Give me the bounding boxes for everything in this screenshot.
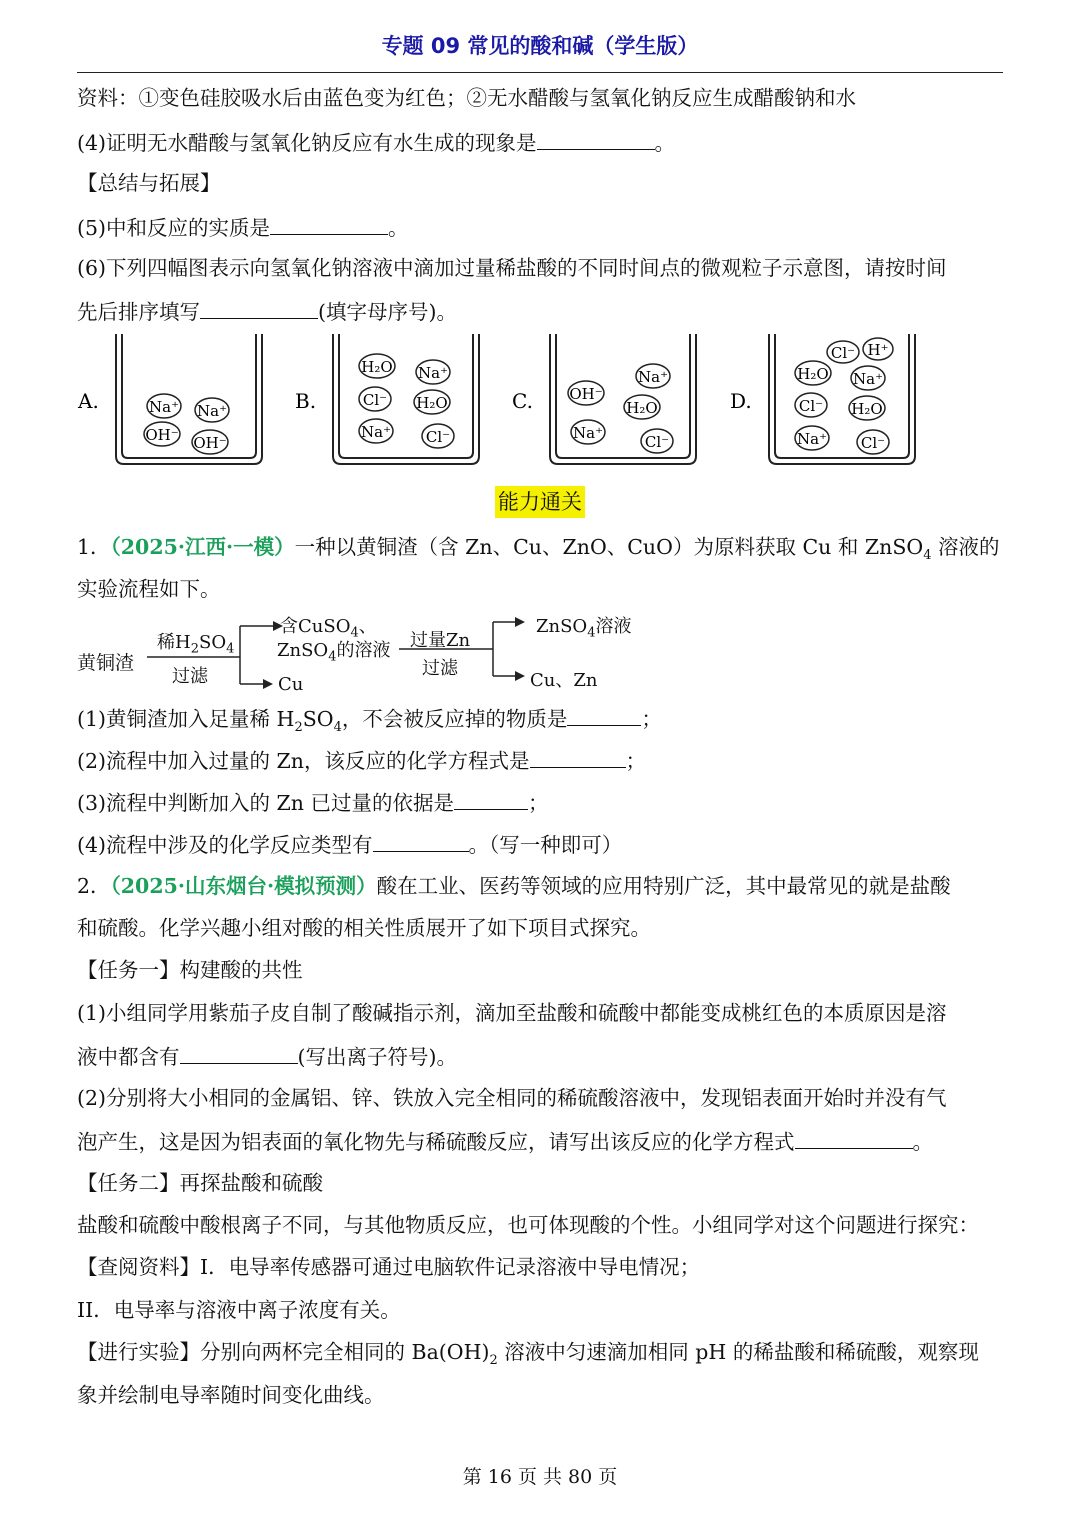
particle	[416, 360, 450, 384]
answer-blank[interactable]	[567, 707, 641, 726]
question-2-stem-line2: 和硫酸。化学兴趣小组对酸的相关性质展开了如下项目式探究。	[77, 916, 651, 940]
question-1-number: 1．	[77, 535, 111, 559]
question-2-part-1-line1: (1)小组同学用紫茄子皮自制了酸碱指示剂，滴加至盐酸和硫酸中都能变成桃红色的本质原因是溶	[77, 1001, 947, 1025]
particle	[827, 341, 859, 363]
question-1-part-2: (2)流程中加入过量的 Zn，该反应的化学方程式是 ；	[77, 749, 647, 773]
svg-text:Cl⁻: Cl⁻	[798, 397, 824, 415]
svg-text:H₂O: H₂O	[361, 358, 393, 376]
svg-text:Cl⁻: Cl⁻	[860, 434, 886, 452]
answer-blank[interactable]	[530, 749, 626, 768]
answer-blank[interactable]	[537, 131, 655, 150]
particle	[195, 398, 229, 422]
svg-text:H⁺: H⁺	[867, 341, 889, 359]
particle	[144, 422, 180, 446]
question-1-source: （2025·江西·一模）	[110, 535, 295, 559]
task-1-heading: 【任务一】构建酸的共性	[77, 958, 303, 982]
flow-diagram	[77, 608, 677, 696]
question-2-stem-line1	[77, 876, 951, 897]
question-6-text: 先后排序填写	[77, 300, 200, 324]
beaker-c-label: C.	[512, 389, 533, 413]
reference-info-1: 【查阅资料】I．电导率传感器可通过电脑软件记录溶液中导电情况；	[77, 1255, 701, 1279]
answer-blank[interactable]	[795, 1130, 913, 1149]
experiment-line2: 象并绘制电导率随时间变化曲线。	[77, 1383, 385, 1407]
particle	[422, 424, 454, 448]
svg-text:H₂O: H₂O	[626, 399, 658, 417]
question-4-text: (4)证明无水醋酸与氢氧化钠反应有水生成的现象是	[77, 131, 537, 155]
particle	[795, 361, 831, 385]
beaker-a	[77, 334, 262, 464]
page-header-title: 专题 09 常见的酸和碱（学生版）	[381, 34, 699, 58]
svg-text:OH⁻: OH⁻	[569, 385, 603, 403]
subscript: 4	[333, 720, 342, 736]
question-1-part-4: (4)流程中涉及的化学反应类型有 。（写一种即可）	[77, 833, 623, 857]
question-2-part-2-line1: (2)分别将大小相同的金属铝、锌、铁放入完全相同的稀硫酸溶液中，发现铝表面开始时并没有气	[77, 1086, 947, 1110]
svg-text:Cl⁻: Cl⁻	[644, 433, 670, 451]
particle	[636, 364, 670, 388]
question-1-stem-end: 溶液的	[931, 535, 1000, 559]
beakers-diagram	[70, 328, 950, 473]
question-1-stem-line1	[77, 537, 1000, 562]
svg-text:OH⁻: OH⁻	[193, 434, 227, 452]
experiment-line1: 【进行实验】分别向两杯完全相同的 $Ba(OH)_2$ 溶液中匀速滴加相同 pH 的稀盐酸和稀硫酸，观察现	[77, 1340, 979, 1369]
svg-text:Cl⁻: Cl⁻	[425, 428, 451, 446]
particle	[641, 429, 673, 453]
svg-text:Na⁺: Na⁺	[418, 364, 448, 382]
flow-operation-2: 过滤	[422, 658, 458, 679]
question-4	[77, 131, 675, 154]
svg-text:Cl⁻: Cl⁻	[362, 391, 388, 409]
question-2-source: （2025·山东烟台·模拟预测）	[110, 874, 377, 898]
beaker-a-label: A.	[78, 389, 99, 413]
question-6-line2	[77, 300, 457, 323]
reference-info-2: II．电导率与溶液中离子浓度有关。	[77, 1298, 401, 1322]
svg-text:Na⁺: Na⁺	[853, 370, 883, 388]
question-1-stem: 一种以黄铜渣（含 Zn、Cu、ZnO、CuO）为原料获取 Cu 和 ZnSO	[294, 535, 924, 559]
particle	[192, 430, 228, 454]
flow-product-1-line2: ZnSO$_4$的溶液	[277, 640, 391, 665]
subscript: 2	[294, 720, 303, 736]
particle	[849, 396, 885, 420]
particle	[568, 381, 604, 405]
task-2-heading: 【任务二】再探盐酸和硫酸	[77, 1171, 323, 1195]
particle	[359, 387, 391, 411]
beaker-c	[512, 334, 696, 464]
particle	[571, 420, 605, 444]
question-2-stem: 酸在工业、医药等领域的应用特别广泛，其中最常见的就是盐酸	[376, 874, 951, 898]
question-1-part-3: (3)流程中判断加入的 Zn 已过量的依据是 ；	[77, 791, 549, 815]
beaker-d	[730, 334, 915, 464]
header-rule	[77, 72, 1003, 73]
particle	[795, 393, 827, 417]
beaker-b	[295, 334, 479, 464]
flow-product-2: ZnSO$_4$溶液	[536, 616, 632, 641]
question-5-end: 。	[388, 216, 409, 240]
question-6-end: (填字母序号)。	[318, 300, 457, 324]
svg-text:Na⁺: Na⁺	[361, 423, 391, 441]
svg-text:Na⁺: Na⁺	[197, 402, 227, 420]
flow-solid-1: Cu	[278, 674, 304, 695]
particle	[851, 366, 885, 390]
svg-text:OH⁻: OH⁻	[145, 426, 179, 444]
question-5	[77, 216, 409, 239]
flow-reagent-1: 稀$H_2SO_4$	[157, 632, 235, 657]
particle	[857, 430, 889, 454]
question-2-part-2-line2: 泡产生，这是因为铝表面的氧化物先与稀硫酸反应，请写出该反应的化学方程式 。	[77, 1130, 933, 1154]
question-5-text: (5)中和反应的实质是	[77, 216, 271, 240]
flow-reagent-2: 过量Zn	[410, 630, 471, 651]
flow-product-1-line1: 含CuSO$_4$、	[280, 616, 377, 641]
particle	[147, 394, 181, 418]
subscript: 4	[923, 548, 932, 564]
flow-operation-1: 过滤	[172, 666, 208, 687]
svg-text:H₂O: H₂O	[851, 400, 883, 418]
summary-heading: 【总结与拓展】	[77, 171, 221, 195]
svg-text:Na⁺: Na⁺	[149, 398, 179, 416]
beaker-d-label: D.	[730, 389, 752, 413]
svg-text:Na⁺: Na⁺	[797, 430, 827, 448]
flow-solid-2: Cu、Zn	[530, 670, 598, 691]
flow-start: 黄铜渣	[77, 652, 135, 674]
page-footer: 第 16 页 共 80 页	[462, 1466, 618, 1488]
particle	[624, 395, 660, 419]
answer-blank[interactable]	[200, 300, 318, 319]
section-title: 能力通关	[495, 486, 585, 518]
question-1-part-1: (1)黄铜渣加入足量稀 $H_2SO_4$，不会被反应掉的物质是 ；	[77, 707, 662, 736]
svg-text:H₂O: H₂O	[797, 365, 829, 383]
particle	[359, 354, 395, 378]
particle	[359, 419, 393, 443]
answer-blank[interactable]	[454, 791, 528, 810]
subscript: 2	[489, 1353, 498, 1369]
beaker-b-label: B.	[295, 389, 317, 413]
particle	[414, 390, 450, 414]
question-6-line1: (6)下列四幅图表示向氢氧化钠溶液中滴加过量稀盐酸的不同时间点的微观粒子示意图，请按时间	[77, 256, 947, 280]
svg-text:Cl⁻: Cl⁻	[830, 344, 856, 362]
svg-text:H₂O: H₂O	[416, 394, 448, 412]
svg-text:Na⁺: Na⁺	[638, 368, 668, 386]
question-1-stem-line2: 实验流程如下。	[77, 577, 221, 601]
particle	[863, 338, 893, 360]
question-2-number: 2．	[77, 874, 111, 898]
answer-blank[interactable]	[180, 1045, 298, 1064]
question-2-part-1-line2: 液中都含有 (写出离子符号)。	[77, 1045, 457, 1069]
answer-blank[interactable]	[373, 833, 469, 852]
task-2-text: 盐酸和硫酸中酸根离子不同，与其他物质反应，也可体现酸的个性。小组同学对这个问题进行探究：	[77, 1213, 979, 1237]
svg-text:Na⁺: Na⁺	[573, 424, 603, 442]
reference-note: 资料：①变色硅胶吸水后由蓝色变为红色；②无水醋酸与氢氧化钠反应生成醋酸钠和水	[77, 86, 856, 110]
answer-blank[interactable]	[270, 216, 388, 235]
question-4-end: 。	[654, 131, 676, 155]
particle	[795, 426, 829, 450]
